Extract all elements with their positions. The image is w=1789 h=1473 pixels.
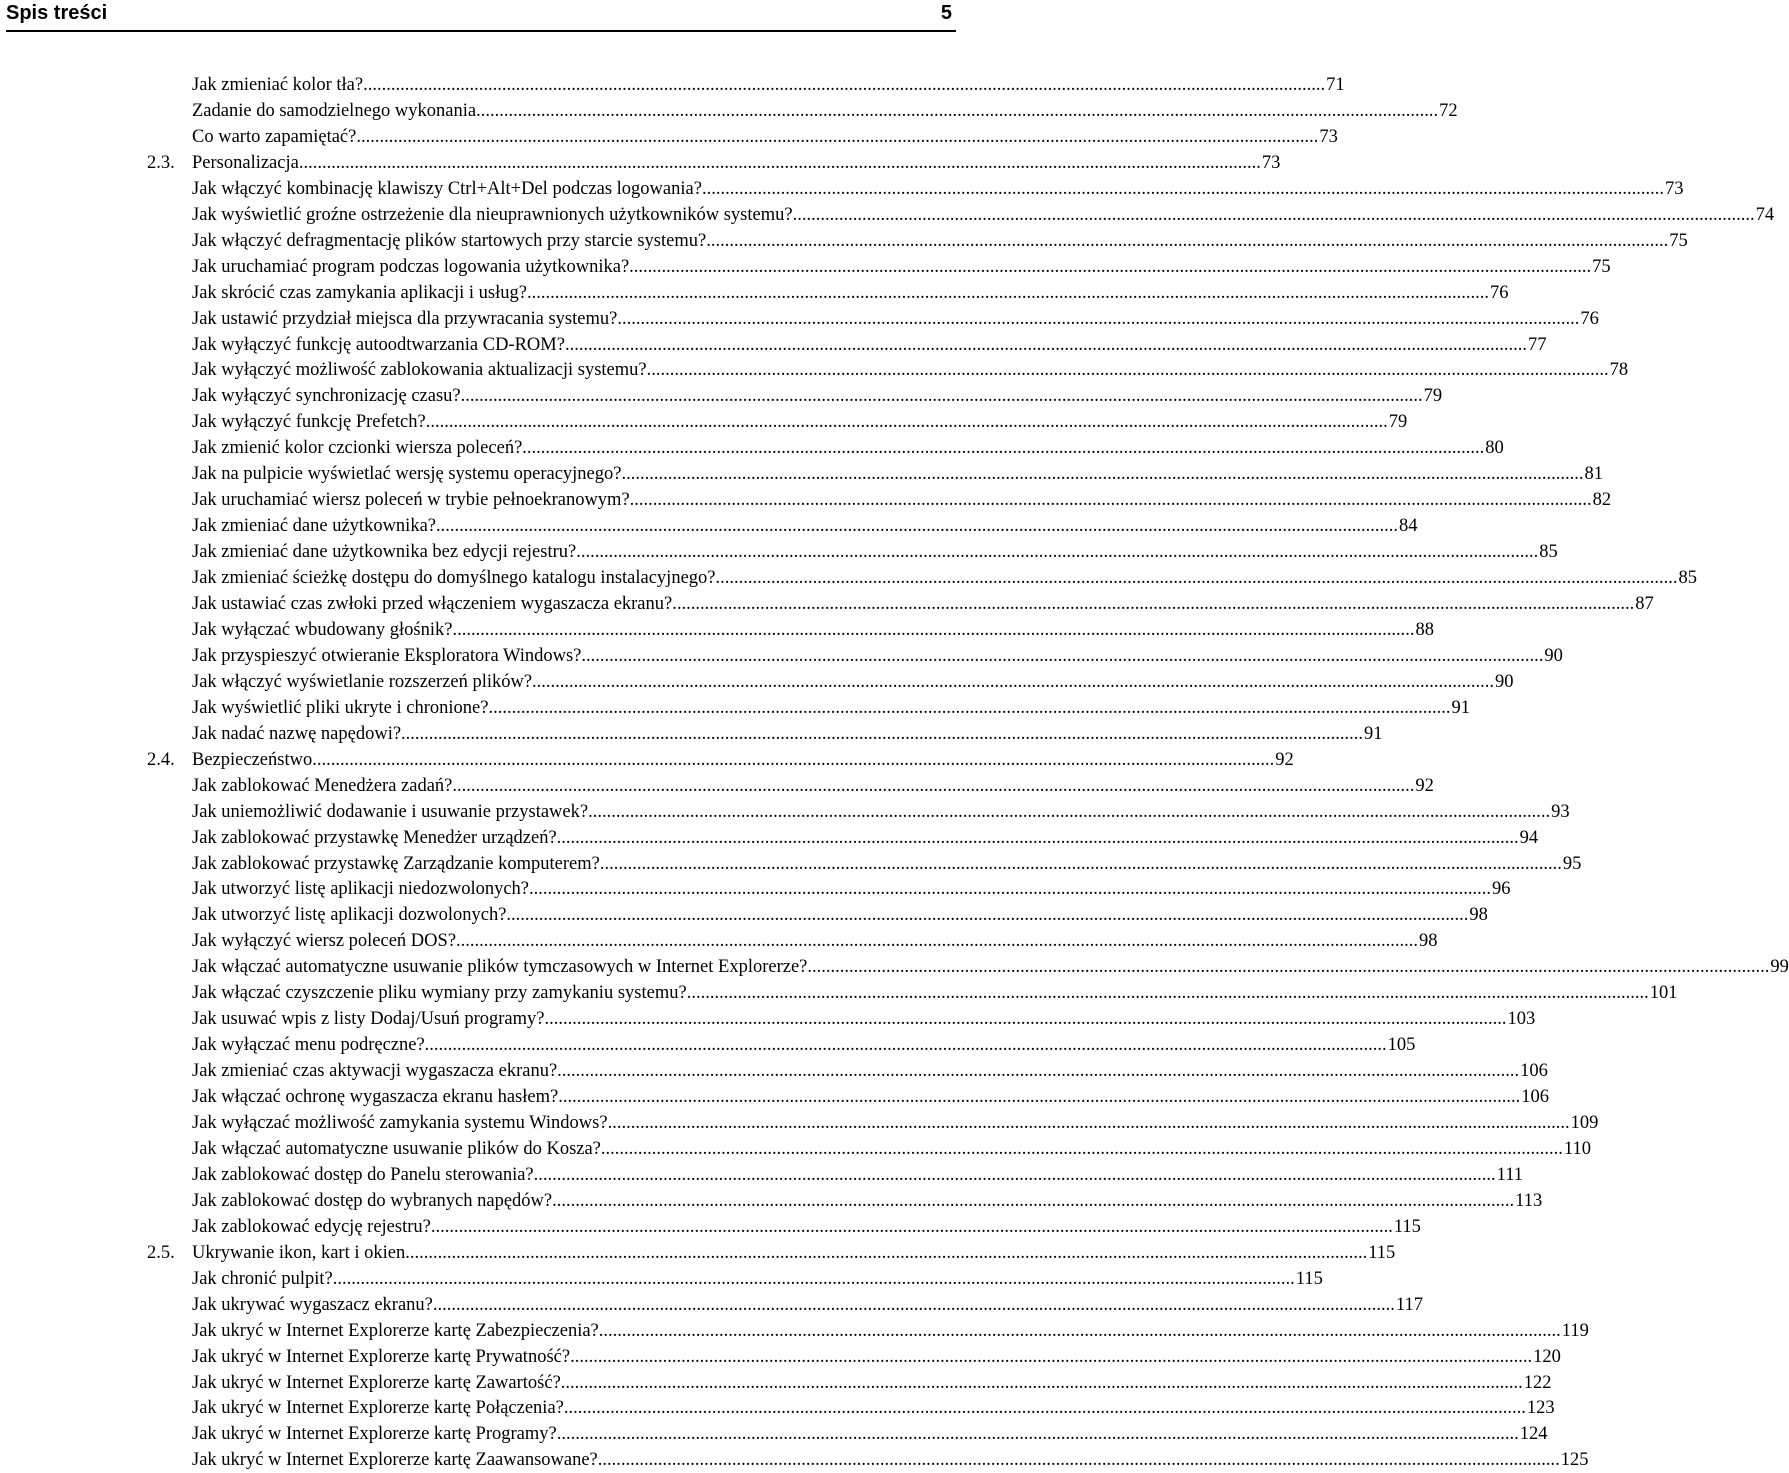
toc-entry-title: Jak ukryć w Internet Explorerze kartę Zabezpieczenia? xyxy=(192,1321,599,1341)
toc-entry-line xyxy=(192,332,1547,358)
toc-entry-title: Jak wyłączyć możliwość zablokowania aktualizacji systemu? xyxy=(192,360,647,380)
toc-entry[interactable] xyxy=(0,461,1603,487)
toc-entry-line xyxy=(192,383,1443,409)
dot-leader xyxy=(527,280,1489,306)
toc-entry-line xyxy=(192,280,1509,306)
toc-entry-line xyxy=(192,202,1775,228)
toc-page-number: 85 xyxy=(1678,568,1697,588)
toc-entry-title: Jak przyspieszyć otwieranie Eksploratora Windows? xyxy=(192,646,582,666)
toc-entry[interactable] xyxy=(0,902,1488,928)
toc-page-number: 84 xyxy=(1399,516,1418,536)
toc-entry[interactable] xyxy=(0,124,1338,150)
dot-leader xyxy=(426,409,1388,435)
toc-entry-line xyxy=(192,1395,1555,1421)
toc-entry-line xyxy=(192,643,1563,669)
toc-entry[interactable] xyxy=(0,747,1294,773)
toc-entry-line xyxy=(192,1370,1552,1396)
toc-page-number: 82 xyxy=(1592,490,1612,510)
toc-entry-line xyxy=(192,954,1789,980)
toc-entry-title: Jak wyłączyć synchronizację czasu? xyxy=(192,386,461,406)
toc-entry-title: Jak zablokować Menedżera zadań? xyxy=(192,776,453,796)
toc-entry-title: Jak wyłączyć funkcję autoodtwarzania CD-ROM? xyxy=(192,335,565,355)
toc-entry-title: Jak ukryć w Internet Explorerze kartę Programy? xyxy=(192,1424,557,1444)
dot-leader xyxy=(629,254,1591,280)
dot-leader xyxy=(561,1370,1523,1396)
toc-page-number: 93 xyxy=(1551,802,1570,822)
toc-entry-line xyxy=(192,1084,1549,1110)
toc-page-number: 115 xyxy=(1393,1217,1421,1237)
toc-page-number: 73 xyxy=(1664,179,1684,199)
toc-entry-line xyxy=(192,1188,1543,1214)
toc-entry-title: Bezpieczeństwo xyxy=(192,750,313,770)
toc-entry-line xyxy=(192,228,1688,254)
toc-entry[interactable] xyxy=(0,1214,1421,1240)
toc-entry-title: Jak ukryć w Internet Explorerze kartę Połączenia? xyxy=(192,1398,564,1418)
toc-entry-title: Jak wyłączać menu podręczne? xyxy=(192,1035,425,1055)
toc-entry[interactable] xyxy=(0,1162,1524,1188)
toc-page-number: 91 xyxy=(1364,724,1383,744)
toc-entry-line xyxy=(192,461,1603,487)
toc-page-number: 119 xyxy=(1561,1321,1589,1341)
toc-entry[interactable] xyxy=(0,332,1547,358)
toc-page-number: 106 xyxy=(1521,1087,1549,1107)
toc-entry-line xyxy=(192,591,1654,617)
dot-leader xyxy=(557,1058,1519,1084)
dot-leader xyxy=(687,980,1649,1006)
dot-leader xyxy=(716,565,1678,591)
toc-section-number: 2.5. xyxy=(147,1243,175,1263)
toc-entry-line xyxy=(192,1421,1548,1447)
dot-leader xyxy=(461,383,1423,409)
toc-entry-title: Jak wyłączyć funkcję Prefetch? xyxy=(192,412,426,432)
dot-leader xyxy=(552,1188,1514,1214)
toc-entry[interactable] xyxy=(0,1370,1552,1396)
toc-page-number: 124 xyxy=(1519,1424,1548,1444)
toc-page-number: 95 xyxy=(1562,854,1582,874)
toc-entry-line xyxy=(192,902,1488,928)
toc-entry[interactable] xyxy=(0,773,1434,799)
toc-page-number: 80 xyxy=(1485,438,1504,458)
dot-leader xyxy=(544,1006,1506,1032)
dot-leader xyxy=(506,902,1468,928)
toc-section-number: 2.3. xyxy=(147,153,175,173)
toc-page-number: 79 xyxy=(1423,386,1443,406)
dot-leader xyxy=(405,1240,1367,1266)
toc-entry[interactable] xyxy=(0,617,1434,643)
toc-page-number: 117 xyxy=(1395,1295,1423,1315)
toc-page-number: 120 xyxy=(1533,1347,1561,1367)
toc-entry-title: Jak zablokować przystawkę Zarządzanie komputerem? xyxy=(192,854,600,874)
toc-entry-line xyxy=(192,928,1438,954)
toc-entry[interactable] xyxy=(0,1344,1561,1370)
toc-page-number: 94 xyxy=(1519,828,1539,848)
toc-page-number: 109 xyxy=(1570,1113,1599,1133)
toc-page-number: 105 xyxy=(1387,1035,1416,1055)
toc-entry[interactable] xyxy=(0,643,1563,669)
toc-entry[interactable] xyxy=(0,150,1281,176)
toc-entry-title: Jak chronić pulpit? xyxy=(192,1269,333,1289)
toc-entry[interactable] xyxy=(0,928,1438,954)
toc-entry-line xyxy=(192,851,1582,877)
toc-entry-title: Jak zablokować dostęp do Panelu sterowania? xyxy=(192,1165,534,1185)
toc-entry[interactable] xyxy=(0,98,1458,124)
toc-entry-title: Jak wyłączyć wiersz poleceń DOS? xyxy=(192,931,457,951)
toc-page-number: 99 xyxy=(1770,957,1789,977)
dot-leader xyxy=(312,747,1274,773)
toc-entry[interactable] xyxy=(0,409,1408,435)
toc-page-number: 76 xyxy=(1489,283,1509,303)
toc-page-number: 113 xyxy=(1515,1191,1543,1211)
dot-leader xyxy=(564,1395,1526,1421)
dot-leader xyxy=(529,876,1491,902)
dot-leader xyxy=(630,487,1592,513)
toc-section-number: 2.4. xyxy=(147,750,175,770)
toc-entry-title: Jak wyświetlić pliki ukryte i chronione? xyxy=(192,698,489,718)
toc-entry-line xyxy=(192,747,1294,773)
toc-entry-line xyxy=(192,254,1611,280)
dot-leader xyxy=(452,617,1414,643)
toc-entry[interactable] xyxy=(0,487,1612,513)
toc-entry[interactable] xyxy=(0,72,1345,98)
toc-entry-title: Jak włączać czyszczenie pliku wymiany przy zamykaniu systemu? xyxy=(192,983,687,1003)
dot-leader xyxy=(565,332,1527,358)
toc-page-number: 73 xyxy=(1261,153,1281,173)
toc-entry-line xyxy=(192,980,1678,1006)
toc-page-number: 88 xyxy=(1415,620,1434,640)
toc-entry-title: Jak zablokować dostęp do wybranych napędów? xyxy=(192,1191,553,1211)
toc-entry[interactable] xyxy=(0,591,1654,617)
toc-entry-title: Jak skrócić czas zamykania aplikacji i usług? xyxy=(192,283,527,303)
dot-leader xyxy=(588,799,1550,825)
toc-entry[interactable] xyxy=(0,513,1418,539)
toc-entry-title: Zadanie do samodzielnego wykonania xyxy=(192,101,477,121)
toc-page-number: 74 xyxy=(1755,205,1775,225)
dot-leader xyxy=(807,954,1769,980)
toc-entry-title: Jak ukryć w Internet Explorerze kartę Zaawansowane? xyxy=(192,1450,598,1470)
dot-leader xyxy=(702,176,1664,202)
toc-entry[interactable] xyxy=(0,306,1599,332)
toc-entry[interactable] xyxy=(0,280,1509,306)
toc-entry[interactable] xyxy=(0,980,1678,1006)
dot-leader xyxy=(431,1214,1393,1240)
dot-leader xyxy=(433,1292,1395,1318)
toc-page-number: 92 xyxy=(1275,750,1294,770)
dot-leader xyxy=(488,695,1450,721)
toc-entry-line xyxy=(192,1318,1589,1344)
toc-page-number: 91 xyxy=(1451,698,1470,718)
toc-entry-line xyxy=(192,1292,1423,1318)
toc-entry-line xyxy=(192,176,1684,202)
toc-entry-title: Jak wyświetlić groźne ostrzeżenie dla nieuprawnionych użytkowników systemu? xyxy=(192,205,793,225)
dot-leader xyxy=(401,721,1363,747)
toc-page-number: 90 xyxy=(1495,672,1514,692)
toc-entry[interactable] xyxy=(0,539,1558,565)
toc-entry[interactable] xyxy=(0,876,1511,902)
toc-entry-title: Jak ukryć w Internet Explorerze kartę Zawartość? xyxy=(192,1373,561,1393)
toc-entry[interactable] xyxy=(0,1058,1548,1084)
toc-page-number: 72 xyxy=(1439,101,1458,121)
toc-entry[interactable] xyxy=(0,228,1688,254)
dot-leader xyxy=(333,1266,1295,1292)
toc-entry-line xyxy=(192,617,1434,643)
toc-entry-title: Jak wyłączać możliwość zamykania systemu Windows? xyxy=(192,1113,608,1133)
toc-entry-title: Co warto zapamiętać? xyxy=(192,127,357,147)
toc-entry-title: Jak na pulpicie wyświetlać wersję systemu operacyjnego? xyxy=(192,464,622,484)
toc-entry-line xyxy=(192,1032,1416,1058)
toc-entry[interactable] xyxy=(0,1395,1555,1421)
toc-entry-line xyxy=(192,1058,1548,1084)
running-header xyxy=(6,2,956,32)
toc-entry[interactable] xyxy=(0,254,1611,280)
toc-entry-title: Jak wyłączać wbudowany głośnik? xyxy=(192,620,453,640)
toc-entry-title: Jak włączać automatyczne usuwanie plików do Kosza? xyxy=(192,1139,601,1159)
toc-entry-title: Jak zmieniać dane użytkownika? xyxy=(192,516,436,536)
toc-entry-line xyxy=(192,876,1511,902)
toc-entry-line xyxy=(192,721,1383,747)
toc-entry-line xyxy=(192,1162,1524,1188)
toc-entry-title: Jak zmienić kolor czcionki wiersza poleceń? xyxy=(192,438,523,458)
dot-leader xyxy=(363,72,1325,98)
dot-leader xyxy=(706,228,1668,254)
toc-entry-line xyxy=(192,1136,1591,1162)
dot-leader xyxy=(558,1084,1520,1110)
toc-page-number: 103 xyxy=(1507,1009,1536,1029)
toc-entry[interactable] xyxy=(0,799,1570,825)
dot-leader xyxy=(601,1136,1563,1162)
toc-entry-line xyxy=(192,306,1599,332)
toc-entry-line xyxy=(192,1214,1421,1240)
toc-entry-title: Jak usuwać wpis z listy Dodaj/Usuń programy? xyxy=(192,1009,545,1029)
toc-page-number: 76 xyxy=(1580,309,1599,329)
toc-entry-line xyxy=(192,799,1570,825)
toc-page-number: 85 xyxy=(1539,542,1558,562)
toc-page-number: 115 xyxy=(1368,1243,1396,1263)
toc-page-number: 87 xyxy=(1635,594,1654,614)
toc-page-number: 77 xyxy=(1527,335,1547,355)
toc-entry[interactable] xyxy=(0,851,1582,877)
toc-page-number: 79 xyxy=(1388,412,1408,432)
toc-entry-title: Personalizacja xyxy=(192,153,299,173)
toc-entry[interactable] xyxy=(0,1136,1591,1162)
toc-entry-title: Jak włączyć defragmentację plików startowych przy starcie systemu? xyxy=(192,231,707,251)
toc-entry[interactable] xyxy=(0,669,1514,695)
dot-leader xyxy=(599,1318,1561,1344)
toc-page-number: 106 xyxy=(1520,1061,1548,1081)
toc-page-number: 125 xyxy=(1560,1450,1589,1470)
toc-entry-line xyxy=(192,565,1697,591)
toc-entry-line xyxy=(192,1110,1599,1136)
toc-page-number: 96 xyxy=(1492,879,1511,899)
toc-entry-line xyxy=(192,669,1514,695)
toc-entry-title: Jak włączać automatyczne usuwanie plików tymczasowych w Internet Explorerze? xyxy=(192,957,808,977)
toc-entry-line xyxy=(192,513,1418,539)
toc-entry[interactable] xyxy=(0,1318,1589,1344)
toc-entry[interactable] xyxy=(0,1421,1548,1447)
dot-leader xyxy=(522,435,1484,461)
dot-leader xyxy=(570,1344,1532,1370)
toc-entry-title: Jak zmieniać ścieżkę dostępu do domyślnego katalogu instalacyjnego? xyxy=(192,568,716,588)
toc-page-number: 71 xyxy=(1326,75,1345,95)
toc-page-number: 122 xyxy=(1523,1373,1552,1393)
toc-entry-title: Jak ukrywać wygaszacz ekranu? xyxy=(192,1295,433,1315)
toc-entry-title: Jak zmieniać czas aktywacji wygaszacza ekranu? xyxy=(192,1061,558,1081)
toc-entry[interactable] xyxy=(0,1006,1536,1032)
toc-entry-title: Jak ustawić przydział miejsca dla przywracania systemu? xyxy=(192,309,618,329)
toc-entry-title: Ukrywanie ikon, kart i okien xyxy=(192,1243,406,1263)
dot-leader xyxy=(299,150,1261,176)
toc-entry-title: Jak utworzyć listę aplikacji dozwolonych? xyxy=(192,905,507,925)
dot-leader xyxy=(534,1162,1496,1188)
toc-page-number: 75 xyxy=(1592,257,1611,277)
toc-entry-title: Jak uniemożliwić dodawanie i usuwanie przystawek? xyxy=(192,802,589,822)
toc-entry-line xyxy=(192,409,1408,435)
dot-leader xyxy=(356,124,1318,150)
dot-leader xyxy=(621,461,1583,487)
toc-entry-title: Jak uruchamiać wiersz poleceń w trybie pełnoekranowym? xyxy=(192,490,630,510)
dot-leader xyxy=(598,1447,1560,1473)
toc-entry-title: Jak włączać ochronę wygaszacza ekranu hasłem? xyxy=(192,1087,559,1107)
toc-entry[interactable] xyxy=(0,1292,1423,1318)
toc-entry[interactable] xyxy=(0,565,1697,591)
toc-entry[interactable] xyxy=(0,1188,1543,1214)
toc-page-number: 90 xyxy=(1544,646,1563,666)
dot-leader xyxy=(647,357,1609,383)
toc-entry-line xyxy=(192,72,1345,98)
toc-entry-line xyxy=(192,1344,1561,1370)
toc-entry[interactable] xyxy=(0,435,1504,461)
toc-entry-line xyxy=(192,150,1281,176)
dot-leader xyxy=(581,643,1543,669)
toc-entry[interactable] xyxy=(0,721,1383,747)
toc-entry-line xyxy=(192,487,1612,513)
toc-entry-title: Jak utworzyć listę aplikacji niedozwolonych? xyxy=(192,879,530,899)
header-page-number: 5 xyxy=(940,2,952,24)
toc-entry-title: Jak zablokować edycję rejestru? xyxy=(192,1217,431,1237)
header-title: Spis treści xyxy=(6,2,108,24)
dot-leader xyxy=(672,591,1634,617)
toc-page-number: 98 xyxy=(1419,931,1438,951)
toc-entry[interactable] xyxy=(0,1266,1323,1292)
toc-entry-line xyxy=(192,435,1504,461)
toc-entry-title: Jak zablokować przystawkę Menedżer urządzeń? xyxy=(192,828,557,848)
toc-entry-line xyxy=(192,1006,1536,1032)
toc-entry-title: Jak zmieniać dane użytkownika bez edycji rejestru? xyxy=(192,542,577,562)
toc-entry-title: Jak ustawiać czas zwłoki przed włączeniem wygaszacza ekranu? xyxy=(192,594,673,614)
toc-entry-line xyxy=(192,825,1539,851)
toc-entry-line xyxy=(192,98,1458,124)
dot-leader xyxy=(436,513,1398,539)
dot-leader xyxy=(452,773,1414,799)
toc-page-number: 92 xyxy=(1415,776,1434,796)
toc-entry[interactable] xyxy=(0,825,1539,851)
toc-entry-title: Jak włączyć wyświetlanie rozszerzeń plików? xyxy=(192,672,533,692)
toc-page-number: 123 xyxy=(1526,1398,1555,1418)
toc-page-number: 110 xyxy=(1563,1139,1591,1159)
dot-leader xyxy=(476,98,1438,124)
toc-entry-title: Jak zmieniać kolor tła? xyxy=(192,75,364,95)
toc-entry-line xyxy=(192,124,1338,150)
toc-entry[interactable] xyxy=(0,1447,1589,1473)
toc-entry-line xyxy=(192,773,1434,799)
dot-leader xyxy=(576,539,1538,565)
dot-leader xyxy=(557,1421,1519,1447)
toc-entry-line xyxy=(192,695,1470,721)
toc-page-number: 78 xyxy=(1609,360,1629,380)
toc-entry[interactable] xyxy=(0,695,1470,721)
toc-page-number: 115 xyxy=(1295,1269,1323,1289)
toc-entry[interactable] xyxy=(0,954,1789,980)
toc-entry[interactable] xyxy=(0,357,1629,383)
toc-entry-line xyxy=(192,1447,1589,1473)
toc-entry[interactable] xyxy=(0,1084,1549,1110)
dot-leader xyxy=(425,1032,1387,1058)
toc-entry[interactable] xyxy=(0,202,1775,228)
toc-entry-line xyxy=(192,357,1629,383)
dot-leader xyxy=(600,851,1562,877)
toc-page-number: 98 xyxy=(1469,905,1488,925)
toc-entry-line xyxy=(192,1266,1323,1292)
toc-entry[interactable] xyxy=(0,176,1684,202)
toc-entry-line xyxy=(192,539,1558,565)
toc-entry-line xyxy=(192,1240,1396,1266)
dot-leader xyxy=(456,928,1418,954)
toc-entry-title: Jak nadać nazwę napędowi? xyxy=(192,724,402,744)
toc-page-number: 75 xyxy=(1669,231,1688,251)
toc-entry-title: Jak ukryć w Internet Explorerze kartę Prywatność? xyxy=(192,1347,571,1367)
dot-leader xyxy=(608,1110,1570,1136)
toc-entry[interactable] xyxy=(0,1240,1396,1266)
toc-entry[interactable] xyxy=(0,1032,1416,1058)
toc-page-number: 111 xyxy=(1496,1165,1524,1185)
toc-entry[interactable] xyxy=(0,1110,1599,1136)
dot-leader xyxy=(617,306,1579,332)
toc-page-number: 101 xyxy=(1649,983,1678,1003)
toc-page-number: 81 xyxy=(1584,464,1603,484)
dot-leader xyxy=(532,669,1494,695)
toc-page-number: 73 xyxy=(1319,127,1338,147)
toc-entry[interactable] xyxy=(0,383,1443,409)
toc-entry-title: Jak włączyć kombinację klawiszy Ctrl+Alt+Del podczas logowania? xyxy=(192,179,702,199)
dot-leader xyxy=(793,202,1755,228)
toc-entry-title: Jak uruchamiać program podczas logowania użytkownika? xyxy=(192,257,630,277)
dot-leader xyxy=(557,825,1519,851)
